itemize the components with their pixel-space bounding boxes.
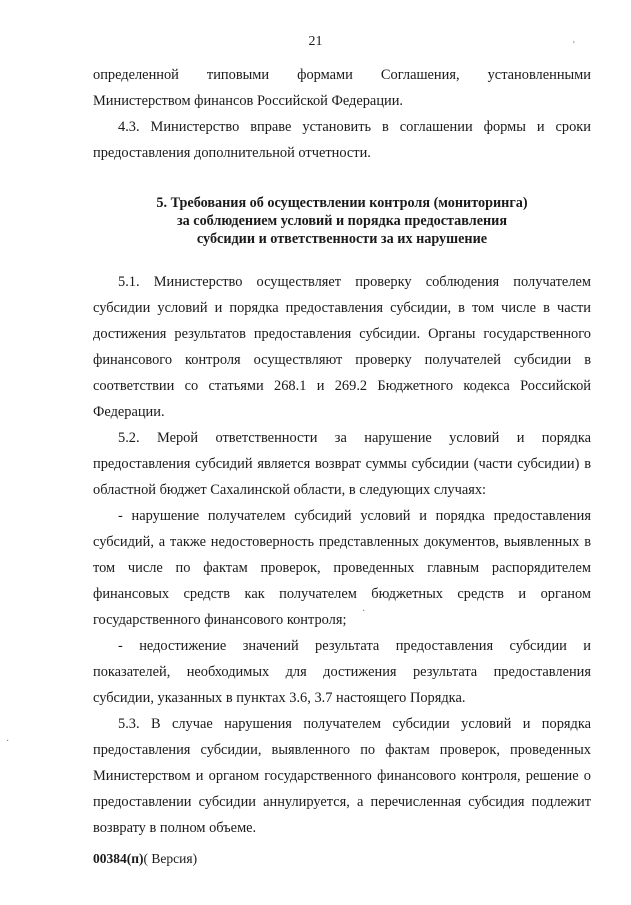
- paragraph-5-2: 5.2. Мерой ответственности за нарушение условий и порядка предоставления субсидий является возврат суммы субсидии (части субсидии) в областной бюджет Сахалинской области, в следующих случаях:: [93, 430, 591, 498]
- footer-version: ( Версия): [143, 851, 198, 866]
- section-heading-line-2: за соблюдением условий и порядка предоставления: [176, 213, 508, 229]
- bullet-violation: - нарушение получателем субсидий условий и порядка предоставления субсидий, а также недостоверность представленных документов, выявленных в том числе по фактам проверок, проведенных главным распорядителем финансовых средств как получателем бюджетных средств и органом государственного финансового контроля;: [93, 508, 591, 628]
- paragraph-5-3: 5.3. В случае нарушения получателем субсидии условий и порядка предоставления субсидии, выявленного по фактам проверок, проведенных Министерством и органом государственного финансового контроля, решение о предоставлении субсидии аннулируется, а перечисленная субсидия подлежит возврату в полном объеме.: [93, 716, 591, 836]
- scan-mark: ·: [6, 736, 10, 747]
- paragraph-4-3-text: 4.3. Министерство вправе установить в соглашении формы и сроки предоставления дополнительной отчетности.: [93, 119, 591, 161]
- section-body: [93, 269, 591, 841]
- page-number: 21: [308, 34, 323, 49]
- paragraph-5-1: 5.1. Министерство осуществляет проверку соблюдения получателем субсидии условий и порядка предоставления субсидии, в том числе в части достижения результатов предоставления субсидии. Органы государственного финансового контроля осуществляют проверку получателей субсидии в соответствии со статьями 268.1 и 269.2 Бюджетного кодекса Российской Федерации.: [93, 274, 591, 420]
- section-heading-line-3: субсидии и ответственности за их нарушение: [196, 231, 488, 247]
- scan-mark: ·: [362, 606, 366, 617]
- paragraph-4-3: [93, 114, 591, 166]
- section-heading-line-1: 5. Требования об осуществлении контроля (мониторинга): [156, 195, 528, 211]
- intro-line-2: Министерством финансов Российской Федерации.: [93, 93, 404, 109]
- intro-paragraph: [93, 62, 591, 114]
- footer-code: 00384(п): [93, 851, 144, 866]
- document-footer: [93, 851, 197, 867]
- bullet-non-achievement: - недостижение значений результата предоставления субсидии и показателей, необходимых для достижения результата предоставления субсидии, указанных в пунктах 3.6, 3.7 настоящего Порядка.: [93, 638, 591, 706]
- intro-line-1: определенной типовыми формами Соглашения, установленными: [93, 67, 591, 83]
- section-heading: [93, 194, 591, 248]
- scan-mark: ': [573, 40, 575, 51]
